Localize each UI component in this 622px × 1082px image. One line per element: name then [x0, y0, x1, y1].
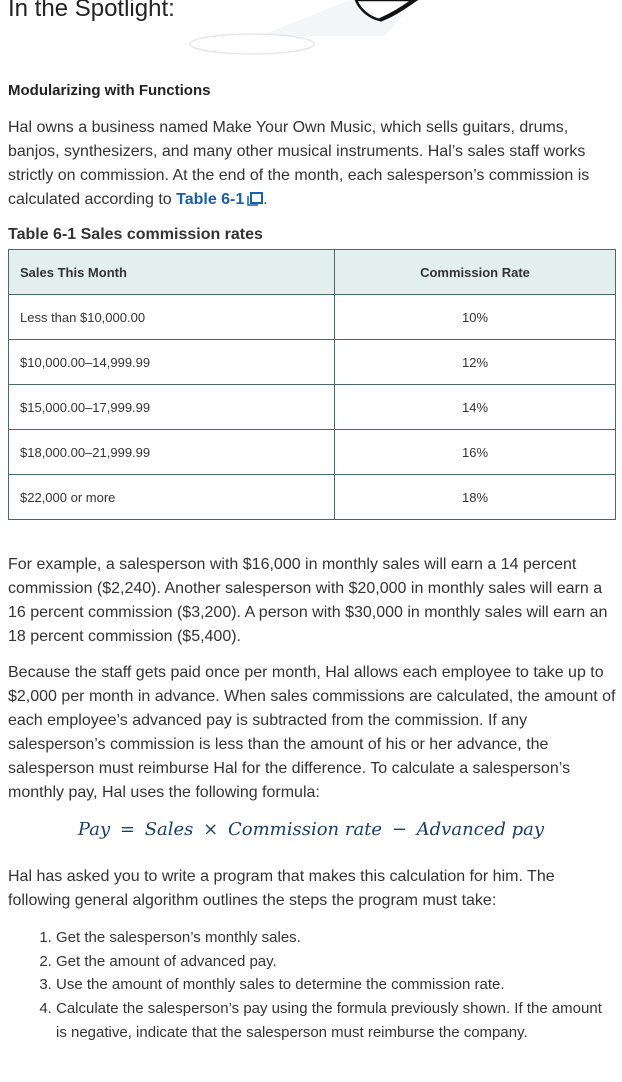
rate-cell: 16% [335, 430, 616, 475]
table-6-1-link[interactable] [176, 191, 263, 208]
list-item: 4. Calculate the salesperson’s pay using the formula previously shown. If the amount is negative, indicate that the salesperson must reimburse the company. [56, 997, 608, 1045]
open-in-window-icon[interactable] [247, 190, 263, 214]
rate-cell: 18% [335, 475, 616, 520]
intro-text-end: . [263, 191, 268, 208]
rate-cell: 14% [335, 385, 616, 430]
algorithm-intro-paragraph: Hal has asked you to write a program that makes this calculation for him. The following general algorithm outlines the steps the program must take: [8, 868, 555, 909]
spotlight-header [0, 0, 622, 66]
section-heading: Modularizing with Functions [8, 82, 211, 99]
formula-advanced-pay: Advanced pay [416, 819, 545, 840]
sales-cell: $10,000.00–14,999.99 [9, 340, 335, 385]
formula-minus: − [391, 819, 407, 840]
rate-cell: 12% [335, 340, 616, 385]
advance-paragraph: Because the staff gets paid once per month, Hal allows each employee to take up to $2,000 per month in advance. When sales commissions are calculated, the amount of each employee’s advanced pay is subtracted from the commission. If any salesperson’s commission is less than the amount of his or her advance, the salesperson must reimburse Hal for the difference. To calculate a salesperson’s monthly pay, Hal uses the following formula: [8, 664, 616, 801]
list-item: 3. Use the amount of monthly sales to determine the commission rate. [56, 973, 608, 997]
table-row [9, 340, 616, 385]
sales-cell: $18,000.00–21,999.99 [9, 430, 335, 475]
table-row [9, 430, 616, 475]
table-header-row [9, 250, 616, 295]
algorithm-steps-list [8, 926, 608, 1044]
formula-commission-rate: Commission rate [227, 819, 383, 840]
formula-equals: = [119, 819, 135, 840]
spotlight-title: In the Spotlight: [8, 0, 175, 22]
sales-cell: Less than $10,000.00 [9, 295, 335, 340]
example-paragraph: For example, a salesperson with $16,000 in monthly sales will earn a 14 percent commission ($2,240). Another salesperson with $20,000 in monthly sales will earn a 16 percent commission ($3,200). A person with $30,000 in monthly sales will earn an 18 percent commission ($5,400). [8, 556, 608, 645]
pay-formula [0, 816, 622, 844]
formula-pay: Pay [77, 819, 111, 840]
list-item: 2. Get the amount of advanced pay. [56, 950, 608, 974]
intro-text: Hal owns a business named Make Your Own Music, which sells guitars, drums, banjos, synthesizers, and many other musical instruments. Hal’s sales staff works strictly on commission. At the end of the month, each salesperson’s commission is calculated according to [8, 119, 590, 208]
commission-table [8, 249, 616, 520]
table-row [9, 295, 616, 340]
header-sales-this-month: Sales This Month [9, 250, 335, 295]
table-6-1-link-label[interactable]: Table 6-1 [176, 191, 245, 208]
sales-cell: $22,000 or more [9, 475, 335, 520]
table-caption: Table 6-1 Sales commission rates [8, 226, 263, 243]
spotlight-illustration [180, 0, 440, 66]
formula-times: × [203, 819, 219, 840]
sales-cell: $15,000.00–17,999.99 [9, 385, 335, 430]
table-row [9, 385, 616, 430]
rate-cell: 10% [335, 295, 616, 340]
spotlight-floor-icon [190, 34, 314, 54]
formula-sales: Sales [144, 819, 194, 840]
intro-paragraph [8, 116, 616, 214]
table-row [9, 475, 616, 520]
header-commission-rate: Commission Rate [335, 250, 616, 295]
list-item: 1. Get the salesperson’s monthly sales. [56, 926, 608, 950]
